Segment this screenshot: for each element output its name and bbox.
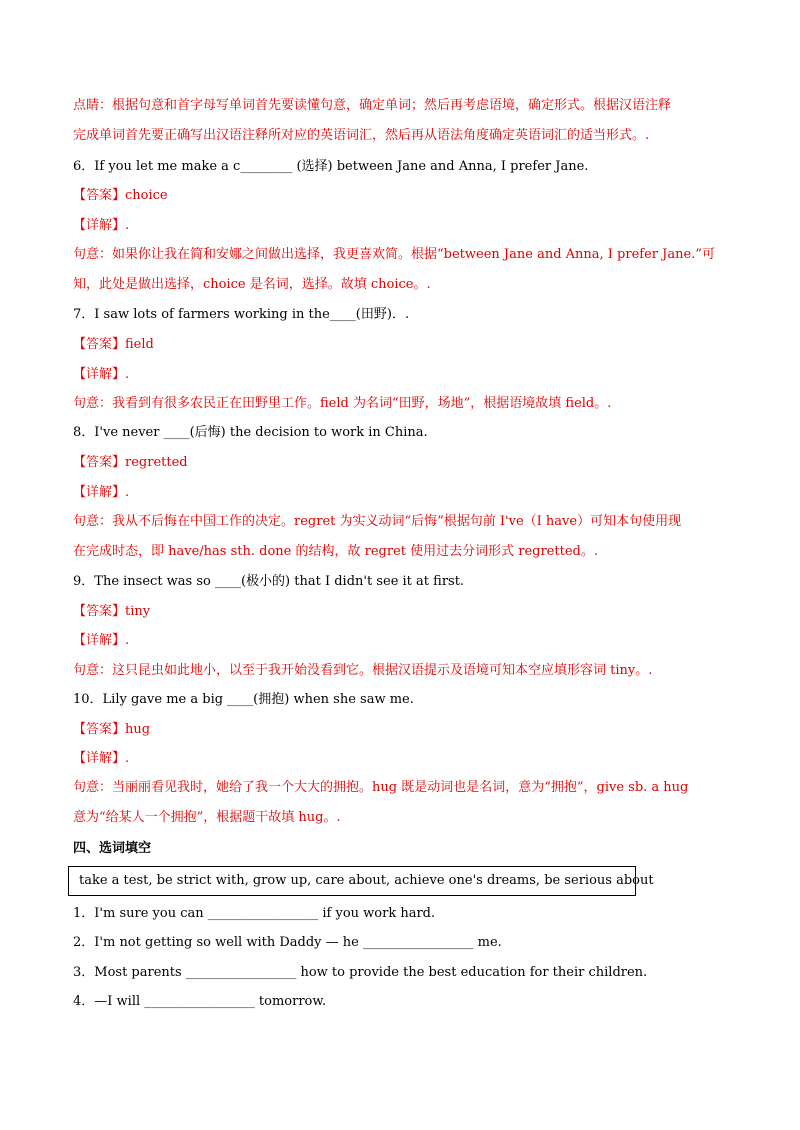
detail-label-7: 【详解】. bbox=[73, 367, 130, 382]
question-8: 8．I've never ____(后悔) the decision to work in China. bbox=[73, 425, 428, 440]
fill-item-3: 3．Most parents _________________ how to provide the best education for their children. bbox=[73, 965, 648, 980]
tip-line-2: 完成单词首先要正确写出汉语注释所对应的英语词汇，然后再从语法角度确定英语词汇的适当形式。. bbox=[73, 128, 650, 143]
question-6: 6．If you let me make a c________ (选择) between Jane and Anna, I prefer Jane. bbox=[73, 159, 589, 174]
question-7: 7．I saw lots of farmers working in the____(田野)．. bbox=[73, 307, 410, 322]
answer-9: 【答案】tiny bbox=[73, 604, 151, 619]
explanation-6-line-1: 句意：如果你让我在简和安娜之间做出选择，我更喜欢简。根据“between Jane and Anna, I prefer Jane.”可 bbox=[73, 247, 715, 262]
explanation-8-line-1: 句意：我从不后悔在中国工作的决定。regret 为实义动词“后悔”根据句前 I've（I have）可知本句使用现 bbox=[73, 514, 682, 529]
answer-7: 【答案】field bbox=[73, 337, 154, 352]
detail-label-8: 【详解】. bbox=[73, 485, 130, 500]
answer-6: 【答案】choice bbox=[73, 188, 168, 203]
word-bank-box bbox=[68, 866, 654, 896]
fill-item-4: 4．—I will _________________ tomorrow. bbox=[73, 994, 327, 1009]
word-bank-text: take a test, be strict with, grow up, care about, achieve one's dreams, be serious about bbox=[79, 873, 654, 888]
tip-line-1: 点睛：根据句意和首字母写单词首先要读懂句意，确定单词；然后再考虑语境，确定形式。根据汉语注释 bbox=[73, 98, 672, 113]
explanation-10-line-1: 句意：当丽丽看见我时，她给了我一个大大的拥抱。hug 既是动词也是名词，意为“拥抱”，give sb. a hug bbox=[73, 780, 689, 795]
answer-10: 【答案】hug bbox=[73, 722, 151, 737]
explanation-9: 句意：这只昆虫如此地小，以至于我开始没看到它。根据汉语提示及语境可知本空应填形容词 tiny。. bbox=[73, 663, 653, 678]
explanation-6-line-2: 知，此处是做出选择，choice 是名词，选择。故填 choice。. bbox=[73, 277, 431, 292]
answer-8: 【答案】regretted bbox=[73, 455, 188, 470]
fill-item-1: 1．I'm sure you can _________________ if you work hard. bbox=[73, 906, 436, 921]
fill-item-2: 2．I'm not getting so well with Daddy — he _________________ me. bbox=[73, 935, 502, 950]
detail-label-10: 【详解】. bbox=[73, 751, 130, 766]
explanation-10-line-2: 意为“给某人一个拥抱”，根据题干故填 hug。. bbox=[73, 810, 341, 825]
detail-label-9: 【详解】. bbox=[73, 633, 130, 648]
explanation-7: 句意：我看到有很多农民正在田野里工作。field 为名词“田野，场地”，根据语境故填 field。. bbox=[73, 396, 612, 411]
section-heading: 四、选词填空 bbox=[73, 841, 152, 856]
detail-label-6: 【详解】. bbox=[73, 218, 130, 233]
question-9: 9．The insect was so ____(极小的) that I didn't see it at first. bbox=[73, 574, 465, 589]
question-10: 10．Lily gave me a big ____(拥抱) when she saw me. bbox=[73, 692, 414, 707]
explanation-8-line-2: 在完成时态，即 have/has sth. done 的结构，故 regret 使用过去分词形式 regretted。. bbox=[73, 544, 598, 559]
